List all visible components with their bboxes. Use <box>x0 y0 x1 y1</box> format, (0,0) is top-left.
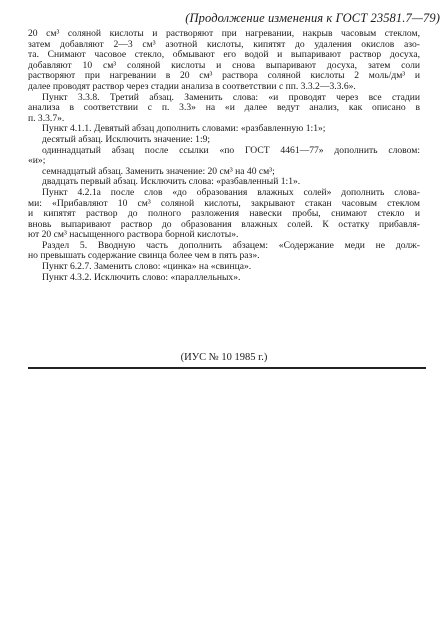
text-line: добавляют 10 см³ соляной кислоты и снова выпаривают досуха, затем соли <box>28 60 420 71</box>
text-line: п. 3.3.7». <box>28 113 65 124</box>
text-line: вновь выпаривают раствор до образования влажных солей. К остатку прибавля- <box>28 219 420 230</box>
text-line: но превышать содержание свинца более чем в пять раз». <box>28 251 260 262</box>
text-line: та. Снимают часовое стекло, обмывают его водой и выпаривают раствор досуха, <box>28 50 420 61</box>
text-line: затем добавляют 2—3 см³ азотной кислоты, кипятят до удаления окислов азо- <box>28 39 420 50</box>
text-line: анализа в соответствии с п. 3.3» на «и далее ведут анализ, как описано в <box>28 103 420 114</box>
bottom-rule <box>28 367 426 369</box>
text-line: Пункт 4.1.1. Девятый абзац дополнить словами: «разбавленную 1:1»; <box>42 124 326 135</box>
text-line: ми: «Прибавляют 10 см³ соляной кислоты, закрывают стакан часовым стеклом <box>28 198 420 209</box>
text-line: Пункт 4.2.1а после слов «до образования влажных солей» дополнить слова- <box>42 187 420 198</box>
text-line: семнадцатый абзац. Заменить значение: 20 см³ на 40 см³; <box>42 166 275 177</box>
text-line: Раздел 5. Вводную часть дополнить абзацем: «Содержание меди не долж- <box>42 240 420 251</box>
text-line: Пункт 4.3.2. Исключить слово: «параллельных». <box>42 272 241 283</box>
text-line: двадцать первый абзац. Исключить слова: «разбавленный 1:1». <box>42 177 301 188</box>
text-line: растворяют при нагревании в 20 см³ раствора соляной кислоты 2 моль/дм³ и <box>28 71 420 82</box>
text-line: десятый абзац. Исключить значение: 1:9; <box>42 134 211 145</box>
text-line: Пункт 6.2.7. Заменить слово: «цинка» на «свинца». <box>42 262 252 273</box>
text-line: Пункт 3.3.8. Третий абзац. Заменить слова: «и проводят через все стадии <box>42 92 420 103</box>
continuation-header: (Продолжение изменения к ГОСТ 23581.7—79) <box>185 11 440 25</box>
text-line: и кипятят раствор до полного разложения навески пробы, снимают стекло и <box>28 209 420 220</box>
text-line: ют 20 см³ насыщенного раствора борной кислоты». <box>28 230 239 241</box>
text-line: 20 см³ соляной кислоты и растворяют при нагревании, накрыв часовым стеклом, <box>28 29 420 39</box>
text-line: далее проводят раствор через стадии анализа в соответствии с пп. 3.3.2—3.3.6». <box>28 81 356 92</box>
text-line: «и»; <box>28 156 46 167</box>
source-reference: (ИУС № 10 1985 г.) <box>180 352 268 363</box>
amendment-text <box>28 29 420 283</box>
text-line: одиннадцатый абзац после ссылки «по ГОСТ 4461—77» дополнить словом: <box>42 145 420 156</box>
